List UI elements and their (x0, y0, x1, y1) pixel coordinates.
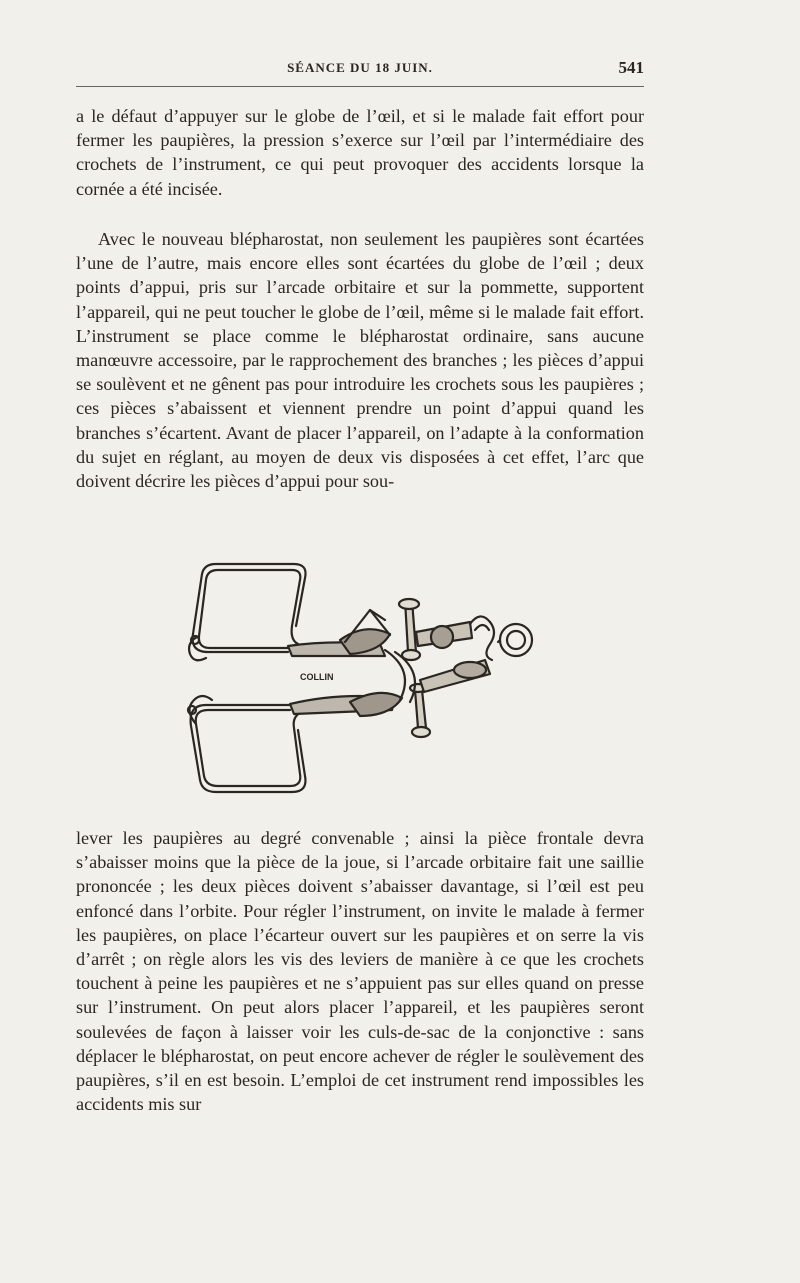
page-header (76, 58, 644, 82)
paragraph-1: a le défaut d’appuyer sur le globe de l’œil, et si le malade fait effort pour fermer les paupières, la pression s’exerce sur l’œil par l’intermédiaire des crochets de l’instrument, ce qui peut provoquer des accidents lorsque la cornée a été incisée. (76, 106, 644, 199)
blepharostat-illustration (180, 560, 540, 795)
spring-loop (470, 616, 494, 660)
running-head: SÉANCE DU 18 JUIN. (287, 60, 433, 75)
upper-wire-frame (199, 570, 300, 648)
header-rule (76, 86, 644, 87)
finger-ring (500, 624, 532, 656)
lower-wire-frame (196, 710, 302, 786)
paragraph-3: lever les paupières au degré convenable ; ainsi la pièce frontale devra s’abaisser moins que la pièce de la joue, si l’arcade orbitaire fait une saillie prononcée ; les deux pièces doivent s’abaisser davantage, si l’œil est peu enfoncé dans l’orbite. Pour régler l’instrument, on invite le malade à fermer les paupières, on place l’écarteur ouvert sur les paupières et on serre la vis d’arrêt ; on règle alors les vis des leviers de manière à ce que les crochets touchent à peine les paupières et ne s’appuient pas sur elles quand on presse sur l’instrument. On peut alors placer l’appareil, et les paupières seront soulevées de façon à laisser voir les culs-de-sac de la conjonctive : sans déplacer le blépharostat, on peut encore achever de régler le soulèvement des paupières, s’il en est besoin. L’emploi de cet instrument rend impossibles les accidents mis sur (76, 828, 644, 1115)
paragraph-2: Avec le nouveau blépharostat, non seulement les paupières sont écartées l’une de l’autre, mais encore elles sont écartées du globe de l’œil ; deux points d’appui, pris sur l’arcade orbitaire et sur la pommette, supportent l’appareil, qui ne peut toucher le globe de l’œil, même si le malade fait effort. L’instrument se place comme le blépharostat ordinaire, sans aucune manœuvre accessoire, par le rapprochement des branches ; les pièces d’appui se soulèvent et ne gênent pas pour introduire les crochets sous les paupières ; ces pièces s’abaissent et viennent prendre un point d’appui quand les branches s’écartent. Avant de placer l’appareil, on l’adapte à la conformation du sujet en réglant, au moyen de deux vis disposées à cet effet, l’arc que doivent décrire les pièces d’appui pour sou- (76, 229, 644, 492)
page-number: 541 (618, 58, 644, 77)
maker-stamp: COLLIN (300, 672, 334, 682)
